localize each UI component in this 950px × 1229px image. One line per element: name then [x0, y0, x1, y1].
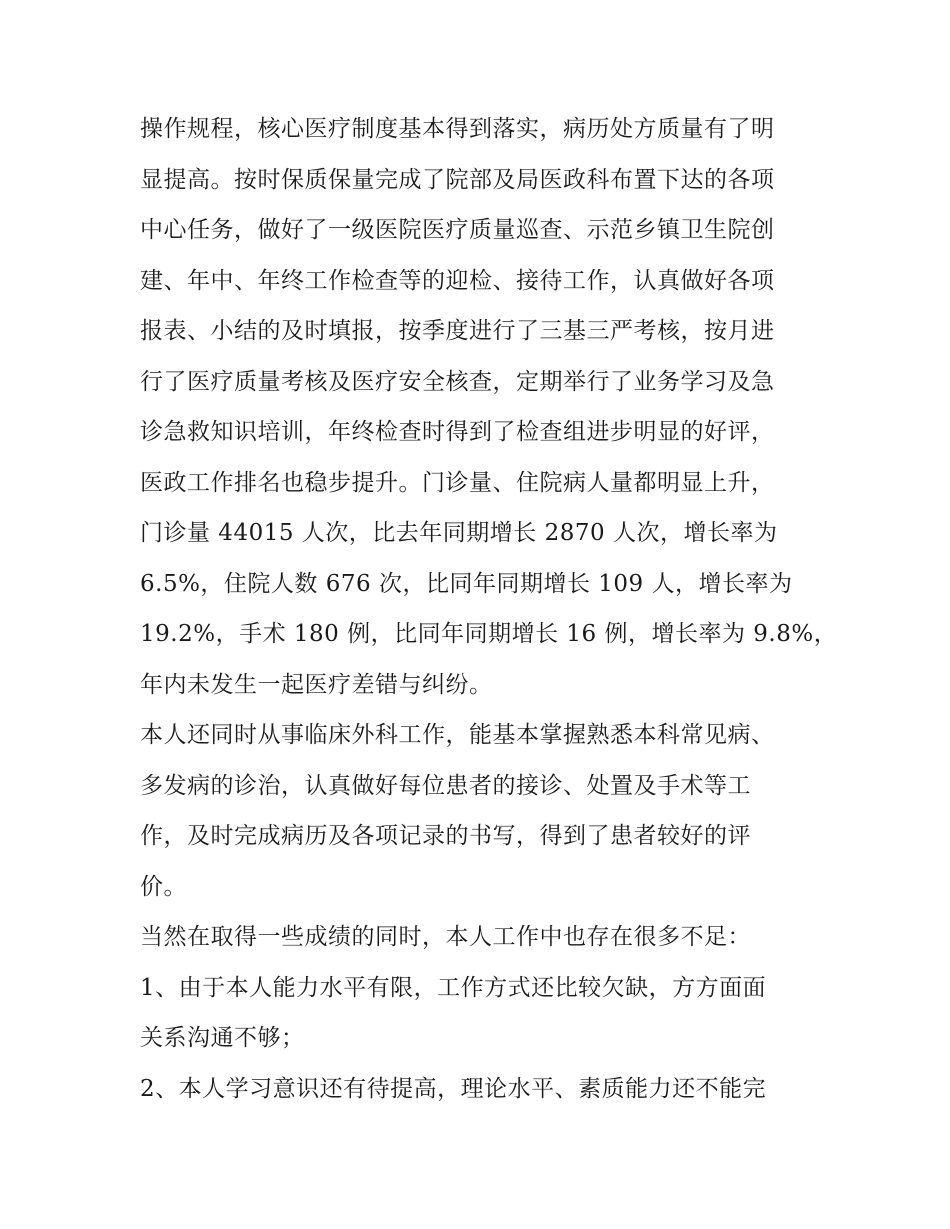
text-line: 显提高。按时保质保量完成了院部及局医政科布置下达的各项: [140, 166, 775, 193]
text-line: 2、本人学习意识还有待提高，理论水平、素质能力还不能完: [140, 1075, 767, 1102]
text-line: 价。: [140, 873, 187, 900]
text-line: 作，及时完成病历及各项记录的书写，得到了患者较好的评: [140, 823, 751, 849]
text-line: 门诊量 44015 人次，比去年同期增长 2870 人次，增长率为: [140, 520, 778, 546]
text-line: 报表、小结的及时填报，按季度进行了三基三严考核，按月进: [140, 318, 775, 344]
text-line: 建、年中、年终工作检查等的迎检、接待工作，认真做好各项: [140, 267, 775, 294]
document-body: [140, 104, 838, 1114]
text-line: 医政工作排名也稳步提升。门诊量、住院病人量都明显上升，: [140, 469, 775, 496]
text-line: 关系沟通不够；: [140, 1025, 305, 1051]
text-line: 年内未发生一起医疗差错与纠纷。: [140, 671, 493, 698]
text-line: 6.5%，住院人数 676 次，比同年同期增长 109 人，增长率为: [140, 570, 793, 597]
text-line: 本人还同时从事临床外科工作，能基本掌握熟悉本科常见病、: [140, 722, 775, 748]
text-line: 操作规程，核心医疗制度基本得到落实，病历处方质量有了明: [140, 116, 775, 142]
text-line: 1、由于本人能力水平有限，工作方式还比较欠缺，方方面面: [140, 974, 767, 1001]
text-line: 行了医疗质量考核及医疗安全核查，定期举行了业务学习及急: [140, 368, 775, 395]
text-line: 当然在取得一些成绩的同时，本人工作中也存在很多不足：: [140, 924, 751, 950]
text-line: 19.2%，手术 180 例，比同年同期增长 16 例，增长率为 9.8%，: [140, 621, 838, 647]
text-line: 中心任务，做好了一级医院医疗质量巡查、示范乡镇卫生院创: [140, 217, 775, 243]
text-line: 诊急救知识培训，年终检查时得到了检查组进步明显的好评，: [140, 419, 775, 445]
text-line: 多发病的诊治，认真做好每位患者的接诊、处置及手术等工: [140, 772, 751, 799]
